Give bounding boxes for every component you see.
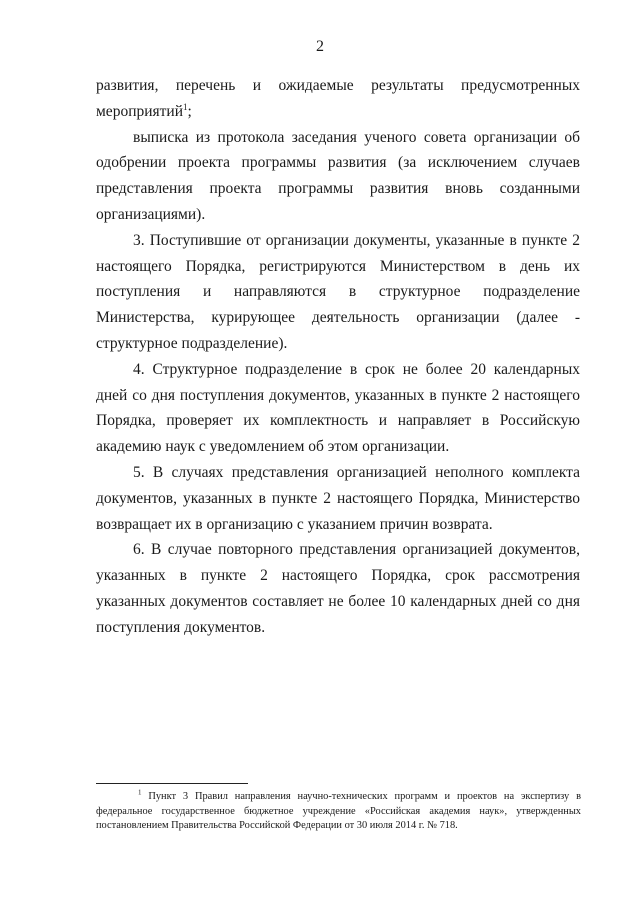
paragraph-item-5: 5. В случаях представления организацией неполного комплекта документов, указанных в пункте 2 настоящего Порядка, Министерство возвращает их в организацию с указанием причин возврата.	[96, 463, 580, 533]
paragraph-item-6: 6. В случае повторного представления организацией документов, указанных в пункте 2 настоящего Порядка, срок рассмотрения указанных документов составляет не более 10 календарных дней со дня поступления документов.	[96, 541, 580, 636]
paragraph-text: развития, перечень и ожидаемые результаты предусмотренных мероприятий	[96, 77, 580, 120]
footnote-reference: 1	[183, 101, 188, 112]
document-body	[96, 73, 580, 641]
footnote	[96, 790, 581, 834]
paragraph-tail: ;	[187, 102, 192, 120]
paragraph-item-3: 3. Поступившие от организации документы, указанные в пункте 2 настоящего Порядка, регистрируются Министерством в день их поступления и направляются в структурное подразделение Министерства, курирующее деятельность организации (далее - структурное подразделение).	[96, 231, 580, 352]
page-number: 2	[316, 38, 324, 55]
footnote-marker: 1	[138, 788, 142, 797]
paragraph-continuation	[96, 73, 580, 125]
paragraph-extract: выписка из протокола заседания ученого совета организации об одобрении проекта программы развития (за исключением случаев представления проекта программы развития вновь созданными организациями).	[96, 128, 580, 223]
paragraph-item-4: 4. Структурное подразделение в срок не более 20 календарных дней со дня поступления документов, указанных в пункте 2 настоящего Порядка, проверяет их комплектность и направляет в Российскую академию наук с уведомлением об этом организации.	[96, 360, 580, 456]
footnote-separator	[96, 783, 248, 784]
footnote-text: Пункт 3 Правил направления научно-технических программ и проектов на экспертизу в федеральное государственное бюджетное учреждение «Российская академия наук», утвержденных постановлением Правительства Российской Федерации от 30 июля 2014 г. № 718.	[96, 791, 581, 832]
